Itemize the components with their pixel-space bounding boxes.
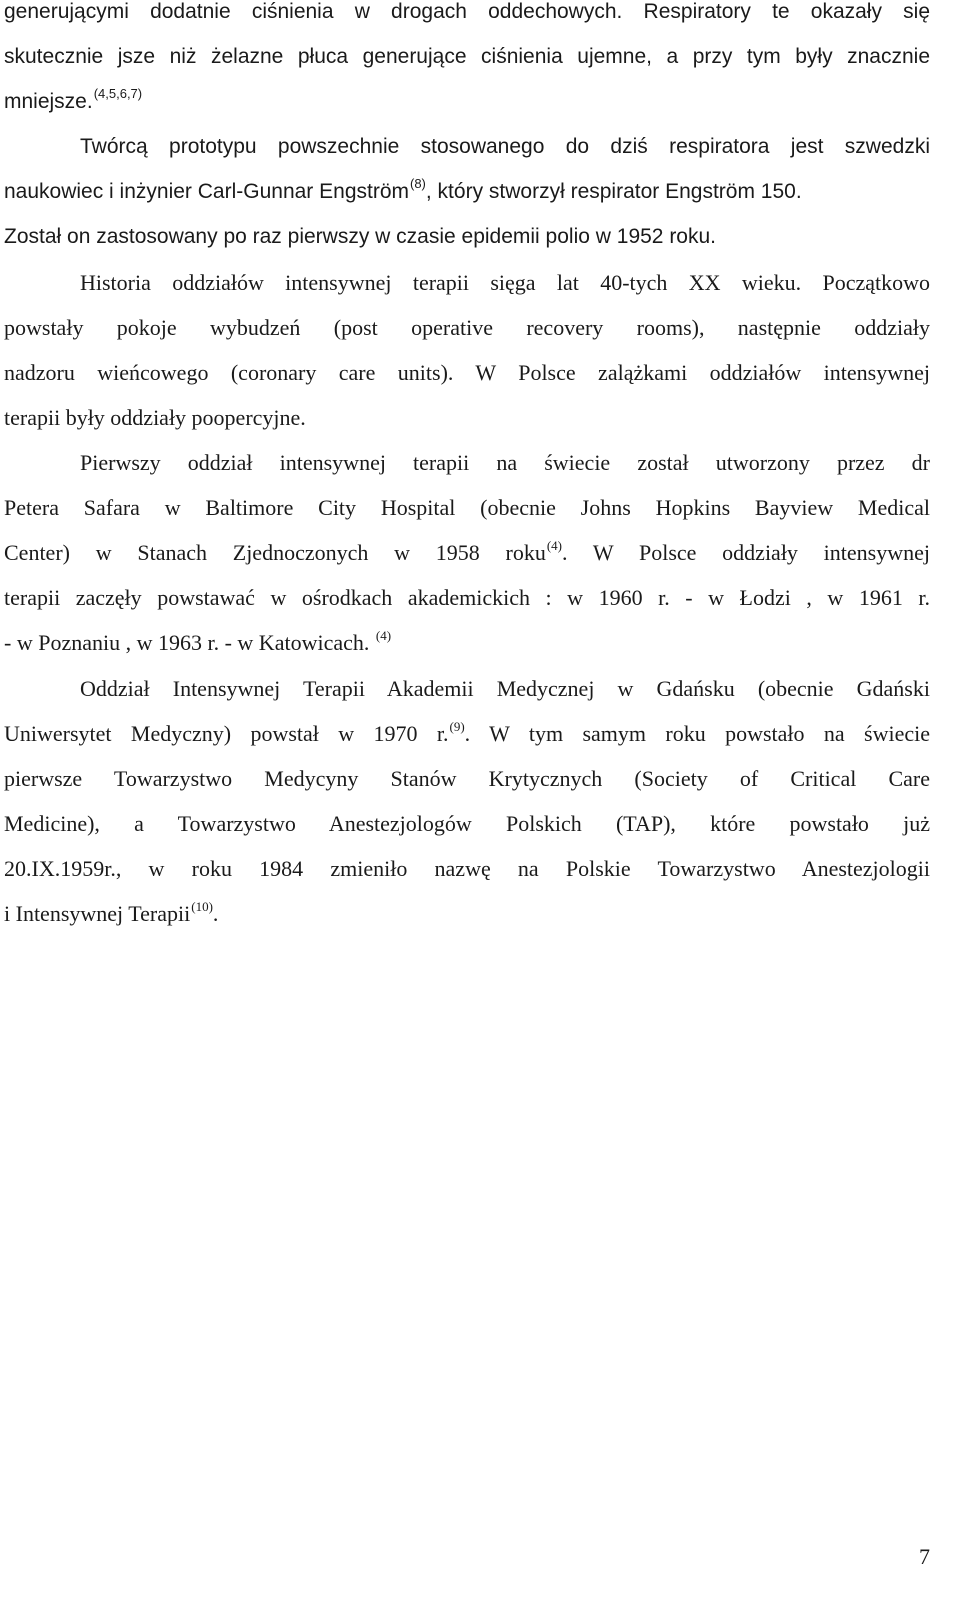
footnote-reference: (9) [449,719,465,734]
text-line: Pierwszy oddział intensywnej terapii na świecie został utworzony przez dr [80,450,930,475]
footnote-reference: (4,5,6,7) [93,86,143,101]
footnote-reference: (8) [410,176,426,191]
text-line: Twórcą prototypu powszechnie stosowanego do dziś respiratora jest szwedzki [80,135,930,158]
text-line: Petera Safara w Baltimore City Hospital (obecnie Johns Hopkins Bayview Medical [4,495,930,520]
text-line: nadzoru wieńcowego (coronary care units). W Polsce zalążkami oddziałów intensywnej [4,360,930,385]
text-line: - w Poznaniu , w 1963 r. - w Katowicach. $^{(4)}$ [4,628,392,655]
text-line: Został on zastosowany po raz pierwszy w czasie epidemii polio w 1952 roku. [4,225,717,248]
text-line: terapii były oddziały poopercyjne. [4,405,306,430]
page-number: 7 [919,1544,930,1569]
text-line: Uniwersytet Medyczny) powstał w 1970 r.$^{(9)}$. W tym samym roku powstało na świecie [4,719,930,746]
text-line: skutecznie jsze niż żelazne płuca generujące ciśnienia ujemne, a przy tym były znacznie [4,45,930,68]
text-line: Center) w Stanach Zjednoczonych w 1958 roku$^{(4)}$. W Polsce oddziały intensywnej [4,538,930,565]
footnote-reference: (4) [546,538,563,553]
text-line: generującymi dodatnie ciśnienia w drogach oddechowych. Respiratory te okazały się [4,0,930,23]
text-line: pierwsze Towarzystwo Medycyny Stanów Krytycznych (Society of Critical Care [4,766,930,791]
text-line: Oddział Intensywnej Terapii Akademii Medycznej w Gdańsku (obecnie Gdański [80,676,930,701]
text-line: mniejsze.$^{(4,5,6,7)}$ [4,86,143,113]
footnote-reference: (4) [375,628,392,643]
text-line: 20.IX.1959r., w roku 1984 zmieniło nazwę na Polskie Towarzystwo Anestezjologii [4,856,930,881]
text-line: i Intensywnej Terapii$^{(10)}$. [4,899,219,926]
text-line: powstały pokoje wybudzeń (post operative recovery rooms), następnie oddziały [4,315,930,340]
text-line: Historia oddziałów intensywnej terapii sięga lat 40-tych XX wieku. Początkowo [80,270,930,295]
text-line: Medicine), a Towarzystwo Anestezjologów Polskich (TAP), które powstało już [4,811,930,836]
footnote-reference: (10) [191,899,213,914]
text-line: terapii zaczęły powstawać w ośrodkach akademickich : w 1960 r. - w Łodzi , w 1961 r. [4,585,930,610]
text-line: naukowiec i inżynier Carl-Gunnar Engström$^{(8)}$, który stworzył respirator Engström 150. [4,176,802,203]
